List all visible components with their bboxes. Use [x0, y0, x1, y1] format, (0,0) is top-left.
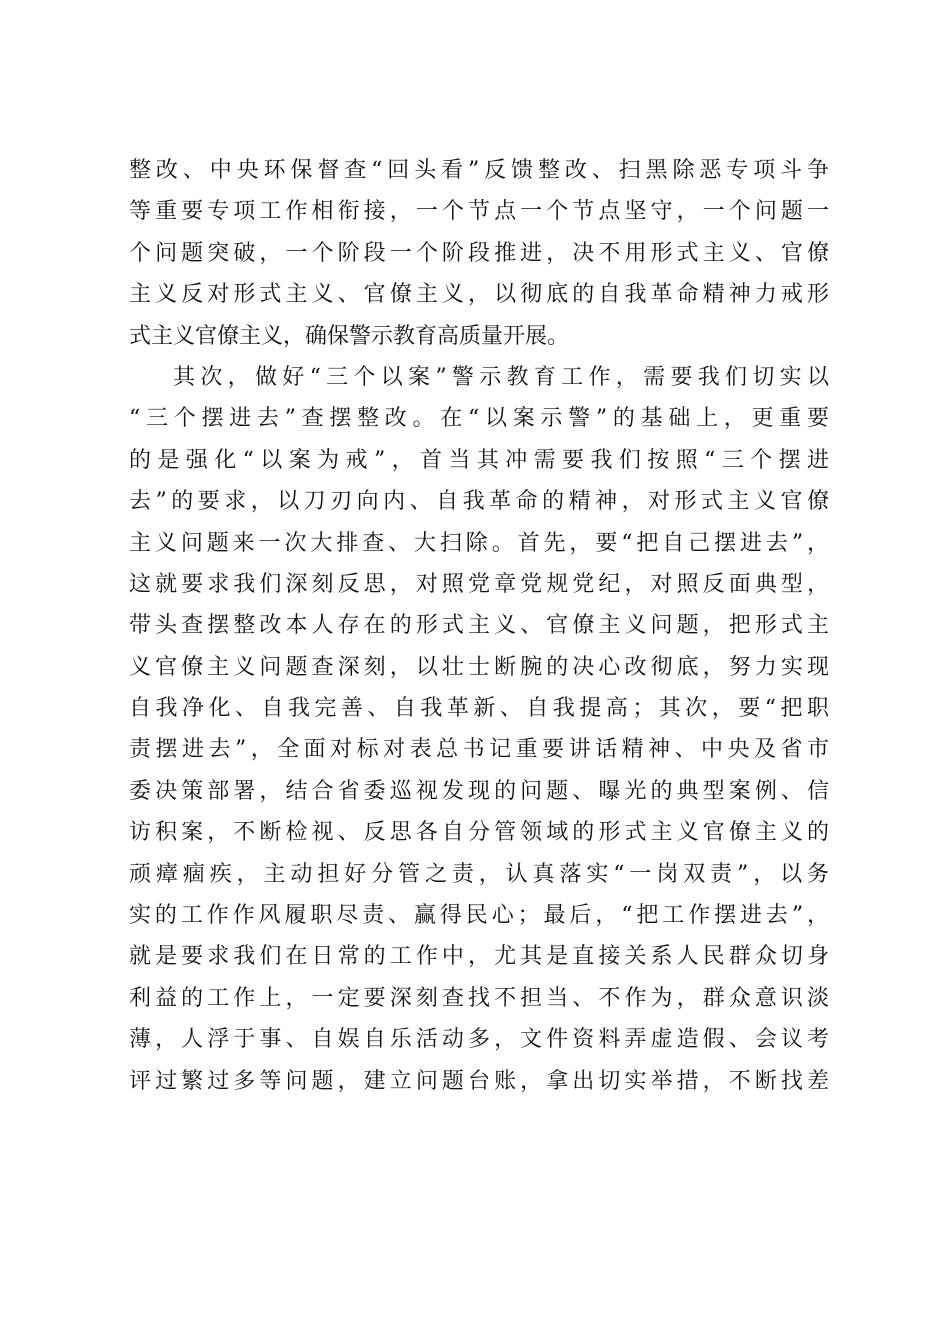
text-line: 主义反对形式主义、官僚主义，以彻底的自我革命精神力戒形: [129, 282, 829, 308]
text-line: 义官僚主义问题查深刻，以壮士断腕的决心改彻底，努力实现: [129, 654, 829, 680]
text-line: 带头查摆整改本人存在的形式主义、官僚主义问题，把形式主: [129, 613, 829, 639]
body-text: [129, 150, 829, 1102]
text-line: 个问题突破，一个阶段一个阶段推进，决不用形式主义、官僚: [129, 240, 829, 266]
text-line: 整改、中央环保督查“回头看”反馈整改、扫黑除恶专项斗争: [129, 158, 829, 183]
text-line: 式主义官僚主义，确保警示教育高质量开展。: [129, 323, 570, 349]
text-line: 就是要求我们在日常的工作中，尤其是直接关系人民群众切身: [129, 944, 829, 970]
text-line: “三个摆进去”查摆整改。在“以案示警”的基础上，更重要: [129, 406, 829, 432]
text-line: 的是强化“以案为戒”，首当其冲需要我们按照“三个摆进: [129, 447, 829, 473]
paragraph-start-line: 其次，做好“三个以案”警示教育工作，需要我们切实以: [173, 364, 829, 390]
text-line: 自我净化、自我完善、自我革新、自我提高；其次，要“把职: [129, 696, 829, 722]
text-line: 实的工作作风履职尽责、赢得民心；最后，“把工作摆进去”，: [129, 903, 829, 929]
text-line: 利益的工作上，一定要深刻查找不担当、不作为，群众意识淡: [129, 985, 829, 1011]
text-line: 责摆进去”，全面对标对表总书记重要讲话精神、中央及省市: [129, 737, 829, 763]
text-line: 访积案，不断检视、反思各自分管领域的形式主义官僚主义的: [129, 820, 829, 846]
text-line: 顽瘴痼疾，主动担好分管之责，认真落实“一岗双责”，以务: [129, 861, 829, 887]
text-line: 等重要专项工作相衔接，一个节点一个节点坚守，一个问题一: [129, 199, 829, 225]
text-line: 这就要求我们深刻反思，对照党章党规党纪，对照反面典型，: [129, 571, 829, 597]
text-line: 委决策部署，结合省委巡视发现的问题、曝光的典型案例、信: [129, 778, 829, 804]
text-line: 评过繁过多等问题，建立问题台账，拿出切实举措，不断找差: [129, 1068, 829, 1094]
text-line: 去”的要求，以刀刃向内、自我革命的精神，对形式主义官僚: [129, 489, 829, 515]
text-line: 薄，人浮于事、自娱自乐活动多，文件资料弄虚造假、会议考: [129, 1027, 829, 1053]
text-line: 主义问题来一次大排查、大扫除。首先，要“把自己摆进去”，: [129, 530, 829, 556]
